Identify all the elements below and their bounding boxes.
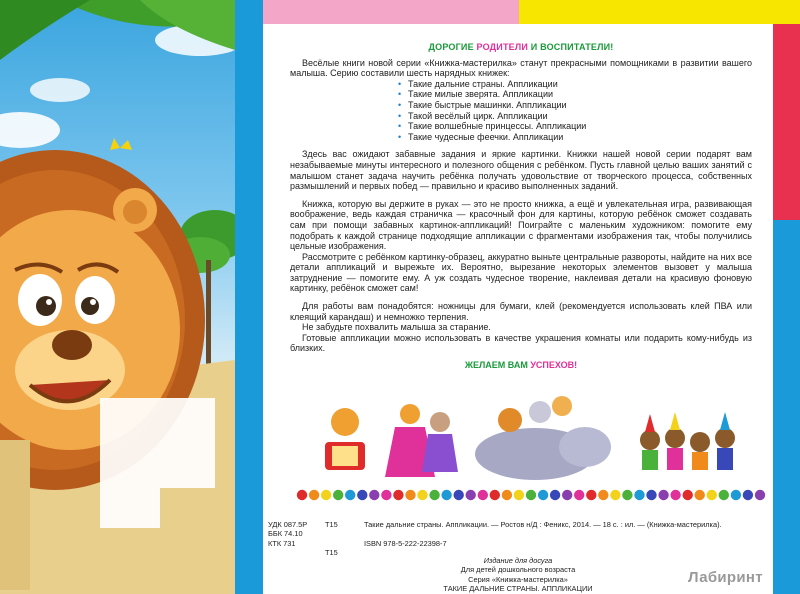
bead [502,490,512,500]
red-strip [773,24,800,220]
watermark: Лабиринт [688,569,763,586]
edition-line: Издание для досуга [483,556,553,565]
bead [393,490,403,500]
bead [405,490,415,500]
udk-code: УДК 087.5Р [268,520,308,529]
book-list [398,79,752,143]
bead [707,490,717,500]
bead [574,490,584,500]
bead [429,490,439,500]
heading-part2: РОДИТЕЛИ [476,42,529,52]
beads-svg [296,488,766,502]
bead [478,490,488,500]
classification-codes [268,520,328,548]
blue-strip [235,0,263,594]
bead [683,490,693,500]
paragraph: Здесь вас ожидают забавные задания и яркие картинки. Книжки нашей новой серии подарят вам незабываемые минуты интересного и полезного общения с ребёнком. Пусть главной целью ваших занятий с малышом станет задача научить ребёнка получать удовольствие от творческого процесса, собственных размышлений и первых побед — правильно и красиво выполненных заданий. [290,149,752,192]
bead [743,490,753,500]
bead [381,490,391,500]
bead [719,490,729,500]
bead [610,490,620,500]
heading-part3: И ВОСПИТАТЕЛИ! [528,42,614,52]
bead [297,490,307,500]
bead [454,490,464,500]
wish-part1: ЖЕЛАЕМ ВАМ [464,360,531,371]
bead [490,490,500,500]
book-item: • Такие волшебные принцессы. Аппликации [398,121,752,132]
bead [417,490,427,500]
characters-illustration [300,392,762,482]
author-mark-bottom: Т15 [325,548,338,558]
bead [634,490,644,500]
yellow-strip [519,0,800,24]
bead [670,490,680,500]
bead [369,490,379,500]
lion-illustration [0,0,235,594]
bead [514,490,524,500]
bead [309,490,319,500]
bead [562,490,572,500]
isbn: ISBN 978-5-222-22398-7 [364,538,447,548]
bead [658,490,668,500]
ktk-code: КТК 731 [268,538,296,548]
heading [290,42,752,53]
bead [622,490,632,500]
paragraph: Рассмотрите с ребёнком картинку-образец, аккуратно выньте центральные развороты, найдите на них все детали аппликаций и вырежьте их. Вероятно, вырезание некоторых элементов вызовет у малыша затруднение — помогите ему. А уж создать чудесное творение, наклеивая детали на красивую фоновую картинку, ребёнок сможет сам! [290,251,752,294]
book-item: • Такие чудесные феечки. Аппликации [398,132,752,143]
bead [538,490,548,500]
bibliographic-description: Такие дальние страны. Аппликации. — Ростов н/Д : Феникс, 2014. — 18 с. : ил. — (Книжка-мастерилка). [364,520,722,529]
wish-line [290,360,752,371]
paragraph: Для работы вам понадобятся: ножницы для бумаги, клей (рекомендуется использовать клей ПВА или клеящий карандаш) и немножко терпения. [290,301,752,322]
wish-part2: УСПЕХОВ! [530,360,578,371]
bead [321,490,331,500]
edition-line: Для детей дошкольного возраста [460,565,576,575]
bead [526,490,536,500]
paragraph: Не забудьте похвалить малыша за старание. [302,322,491,333]
author-mark: Т15 [325,520,338,529]
book-item: • Такие дальние страны. Аппликации [398,79,752,90]
main-text [290,42,752,371]
bead [441,490,451,500]
book-item: • Такие милые зверята. Аппликации [398,89,752,100]
bead [586,490,596,500]
bead [550,490,560,500]
bead [333,490,343,500]
intro-paragraph: Весёлые книги новой серии «Книжка-мастерилка» станут прекрасными помощниками в развитии вашего малыша. Серию составили шесть нарядных книжек: [290,57,752,79]
pink-strip [263,0,519,24]
bead-strip [296,488,766,502]
edition-line: ТАКИЕ ДАЛЬНИЕ СТРАНЫ. АППЛИКАЦИИ [443,584,593,594]
heading-part1: ДОРОГИЕ [428,42,477,52]
bead [357,490,367,500]
bead [466,490,476,500]
bead [598,490,608,500]
edition-line: Серия «Книжка-мастерилка» [468,574,568,584]
bead [646,490,656,500]
book-item: • Такой весёлый цирк. Аппликации [398,111,752,122]
book-item: • Такие быстрые машинки. Аппликации [398,100,752,111]
bead [695,490,705,500]
bead [345,490,355,500]
bbk-code: ББК 74.10 [268,529,303,539]
bead [731,490,741,500]
bead [755,490,765,500]
paragraph: Книжка, которую вы держите в руках — это не просто книжка, а ещё и увлекательная игра, развивающая воображение, ведь каждая страничка — красочный фон для картины, которую ребёнок сможет создавать сам при помощи забавных картинок-аппликаций! Поиграйте с маленьким художником: помогите ему подобрать к каждой странице подходящие аппликации с фрагментами изображения так, чтобы получились цельные изображения. [290,198,752,252]
paragraph: Готовые аппликации можно использовать в качестве украшения комнаты или подарить кому-нибудь из близких. [290,332,752,354]
